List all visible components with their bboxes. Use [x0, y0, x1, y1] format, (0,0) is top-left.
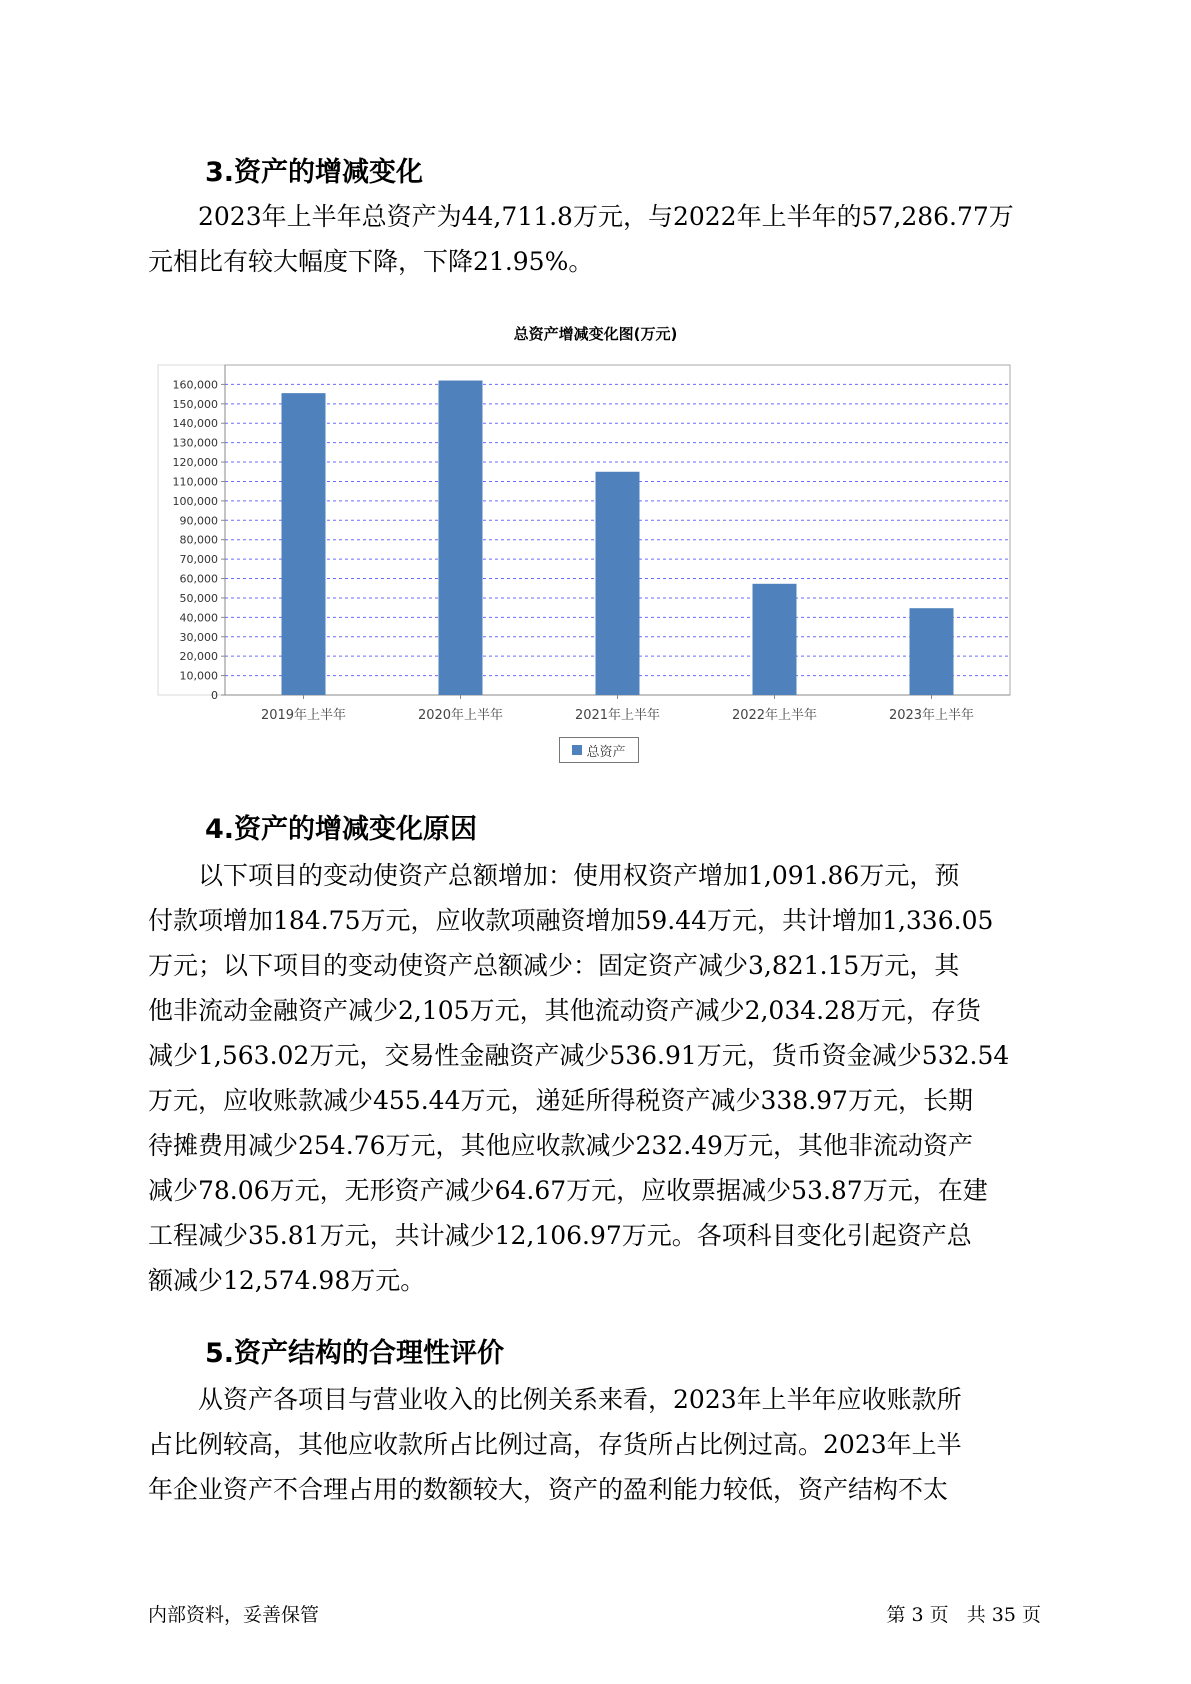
bar [282, 393, 326, 695]
y-tick-label: 120,000 [172, 456, 218, 470]
x-tick-label: 2020年上半年 [417, 708, 504, 723]
section5-heading: 5.资产结构的合理性评价 [205, 1338, 505, 1369]
total-assets-bar-chart [0, 0, 1191, 740]
y-tick-label: 100,000 [172, 494, 218, 508]
y-tick-label: 60,000 [179, 572, 218, 586]
y-tick-label: 80,000 [179, 533, 218, 547]
paragraph-line: 减少78.06万元，无形资产减少64.67万元，应收票据减少53.87万元，在建 [148, 1176, 988, 1205]
footer-left: 内部资料，妥善保管 [148, 1604, 320, 1626]
section4-paragraph [148, 853, 1048, 1303]
x-tick-label: 2021年上半年 [574, 708, 661, 723]
paragraph-line: 元相比有较大幅度下降，下降21.95%。 [148, 247, 594, 276]
legend-label: 总资产 [586, 744, 626, 760]
x-tick-label: 2022年上半年 [731, 708, 818, 723]
paragraph-line: 从资产各项目与营业收入的比例关系来看，2023年上半年应收账款所 [198, 1385, 962, 1414]
y-tick-label: 70,000 [179, 553, 218, 567]
section5-paragraph [148, 1377, 1048, 1512]
chart-legend [559, 737, 639, 763]
paragraph-line: 占比例较高，其他应收款所占比例过高，存货所占比例过高。2023年上半 [148, 1430, 962, 1459]
y-tick-label: 160,000 [172, 378, 218, 392]
y-tick-label: 50,000 [179, 591, 218, 605]
section3-heading: 3.资产的增减变化 [205, 157, 424, 188]
y-tick-label: 90,000 [179, 514, 218, 528]
section4-heading: 4.资产的增减变化原因 [205, 814, 478, 845]
paragraph-line: 以下项目的变动使资产总额增加：使用权资产增加1,091.86万元，预 [198, 861, 960, 890]
paragraph-line: 2023年上半年总资产为44,711.8万元，与2022年上半年的57,286.77万 [198, 202, 1014, 231]
paragraph-line: 待摊费用减少254.76万元，其他应收款减少232.49万元，其他非流动资产 [148, 1131, 973, 1160]
paragraph-line: 万元；以下项目的变动使资产总额减少：固定资产减少3,821.15万元，其 [148, 951, 960, 980]
bar [910, 608, 954, 695]
legend-swatch [572, 745, 582, 755]
y-tick-label: 40,000 [179, 611, 218, 625]
paragraph-line: 减少1,563.02万元，交易性金融资产减少536.91万元，货币资金减少532.54 [148, 1041, 1010, 1070]
paragraph-line: 工程减少35.81万元，共计减少12,106.97万元。各项科目变化引起资产总 [148, 1221, 972, 1250]
y-tick-label: 20,000 [179, 650, 218, 664]
paragraph-line: 他非流动金融资产减少2,105万元，其他流动资产减少2,034.28万元，存货 [148, 996, 981, 1025]
y-tick-label: 30,000 [179, 630, 218, 644]
y-tick-label: 140,000 [172, 417, 218, 431]
paragraph-line: 万元，应收账款减少455.44万元，递延所得税资产减少338.97万元，长期 [148, 1086, 973, 1115]
bar [439, 381, 483, 695]
y-tick-label: 130,000 [172, 436, 218, 450]
x-tick-label: 2023年上半年 [888, 708, 975, 723]
paragraph-line: 付款项增加184.75万元，应收款项融资增加59.44万元，共计增加1,336.05 [148, 906, 994, 935]
x-tick-label: 2019年上半年 [260, 708, 347, 723]
y-tick-label: 0 [211, 689, 218, 702]
bar [596, 472, 640, 695]
paragraph-line: 年企业资产不合理占用的数额较大，资产的盈利能力较低，资产结构不太 [148, 1475, 949, 1504]
bar [753, 584, 797, 695]
chart-title: 总资产增减变化图(万元) [513, 325, 678, 343]
y-tick-label: 150,000 [172, 397, 218, 411]
paragraph-line: 额减少12,574.98万元。 [148, 1266, 426, 1295]
footer-page-number: 第 3 页 共 35 页 [886, 1604, 1041, 1626]
y-tick-label: 10,000 [179, 669, 218, 683]
y-tick-label: 110,000 [172, 475, 218, 489]
